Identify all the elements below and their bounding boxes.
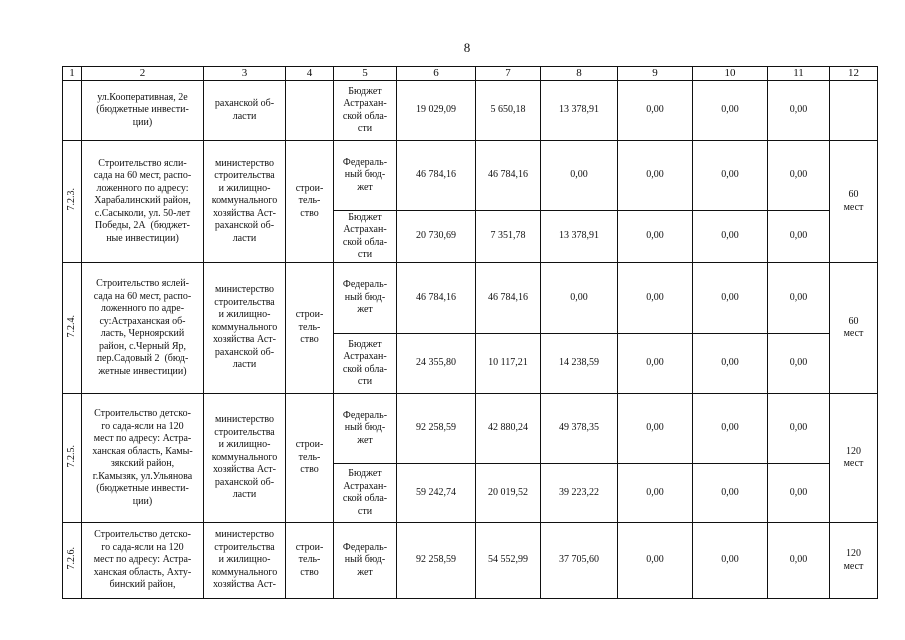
executor-cell <box>204 394 286 523</box>
amount-col-11: 0,00 <box>768 211 830 263</box>
amount-col-6: 92 258,59 <box>397 394 476 464</box>
funding-source: Федераль- ный бюд- жет <box>342 541 388 578</box>
amount-col-8: 14 238,59 <box>541 334 618 394</box>
capacity-cell <box>830 81 878 141</box>
project-code-cell <box>63 263 82 394</box>
header-row <box>63 67 878 81</box>
funding-source-cell <box>334 263 397 334</box>
amount-col-9: 0,00 <box>618 141 693 211</box>
project-code: 7.2.3. <box>66 188 77 211</box>
amount-col-7: 20 019,52 <box>476 464 541 523</box>
funding-source: Федераль- ный бюд- жет <box>342 409 388 446</box>
amount-col-9: 0,00 <box>618 394 693 464</box>
funding-source-cell <box>334 81 397 141</box>
column-header: 10 <box>693 67 768 81</box>
amount-col-6: 19 029,09 <box>397 81 476 141</box>
project-code: 7.2.4. <box>66 314 77 337</box>
object-description: Строительство яслей- сада на 60 мест, распо- ложенного по адре- су:Астраханская об- ласть, Черноярский район, с.Черный Яр, пер.Садовый 2 (бюд- жетные инвестиции) <box>93 278 192 377</box>
executor-name: министерство строительства и жилищно- коммунального хозяйства Аст- раханской об- ласти <box>211 284 278 371</box>
funding-source: Федераль- ный бюд- жет <box>342 156 388 193</box>
table-row <box>63 394 878 464</box>
project-code-cell <box>63 81 82 141</box>
amount-col-8: 49 378,35 <box>541 394 618 464</box>
amount-col-8: 13 378,91 <box>541 211 618 263</box>
stage-label: строи- тель- ство <box>295 309 324 346</box>
object-description: Строительство детско- го сада-ясли на 120 мест по адресу: Астра- ханская область, Камы- зякский район, г.Камызяк, ул.Ульянова (бюджетные инвести- ции) <box>92 408 193 507</box>
amount-col-11: 0,00 <box>768 464 830 523</box>
executor-cell <box>204 523 286 599</box>
column-header: 1 <box>63 67 82 81</box>
capacity-value: 60 мест <box>843 315 864 339</box>
executor-name: министерство строительства и жилищно- коммунального хозяйства Аст- <box>211 529 278 591</box>
amount-col-11: 0,00 <box>768 81 830 141</box>
amount-col-8: 37 705,60 <box>541 523 618 599</box>
capacity-cell <box>830 263 878 394</box>
executor-cell <box>204 263 286 394</box>
object-description: ул.Кооперативная, 2е (бюджетные инвести- ции) <box>96 91 189 128</box>
object-description: Строительство ясли- сада на 60 мест, распо- ложенного по адресу: Харабалинский район, с.Сасыколи, ул. 50-лет Победы, 2А (бюджет- ные инвестиции) <box>93 157 192 244</box>
amount-col-6: 20 730,69 <box>397 211 476 263</box>
stage-label: строи- тель- ство <box>295 182 324 219</box>
funding-source: Бюджет Астрахан- ской обла- сти <box>342 468 388 517</box>
amount-col-9: 0,00 <box>618 334 693 394</box>
stage-cell <box>286 394 334 523</box>
amount-col-8: 0,00 <box>541 141 618 211</box>
amount-col-11: 0,00 <box>768 141 830 211</box>
amount-col-8: 39 223,22 <box>541 464 618 523</box>
funding-source: Федераль- ный бюд- жет <box>342 279 388 316</box>
amount-col-7: 54 552,99 <box>476 523 541 599</box>
column-header: 3 <box>204 67 286 81</box>
amount-col-9: 0,00 <box>618 81 693 141</box>
amount-col-10: 0,00 <box>693 141 768 211</box>
capacity-value: 120 мест <box>843 548 864 572</box>
funding-source-cell <box>334 141 397 211</box>
project-code-cell <box>63 141 82 263</box>
amount-col-10: 0,00 <box>693 81 768 141</box>
table-row <box>63 141 878 211</box>
object-description-cell <box>82 523 204 599</box>
capacity-value: 60 мест <box>843 189 864 213</box>
capacity-cell <box>830 141 878 263</box>
column-header: 4 <box>286 67 334 81</box>
object-description-cell <box>82 394 204 523</box>
amount-col-11: 0,00 <box>768 334 830 394</box>
stage-label: строи- тель- ство <box>295 541 324 578</box>
funding-source-cell <box>334 394 397 464</box>
funding-source-cell <box>334 523 397 599</box>
amount-col-7: 7 351,78 <box>476 211 541 263</box>
amount-col-10: 0,00 <box>693 263 768 334</box>
column-header: 5 <box>334 67 397 81</box>
amount-col-8: 13 378,91 <box>541 81 618 141</box>
column-header: 9 <box>618 67 693 81</box>
executor-cell <box>204 141 286 263</box>
stage-label: строи- тель- ство <box>295 439 324 476</box>
amount-col-7: 5 650,18 <box>476 81 541 141</box>
executor-cell <box>204 81 286 141</box>
funding-source-cell <box>334 464 397 523</box>
capacity-value: 120 мест <box>843 445 864 469</box>
object-description: Строительство детско- го сада-ясли на 120 мест по адресу: Астра- ханская область, Ахту- бинский район, <box>93 529 192 591</box>
amount-col-8: 0,00 <box>541 263 618 334</box>
executor-name: министерство строительства и жилищно- коммунального хозяйства Аст- раханской об- ласти <box>211 414 278 501</box>
amount-col-9: 0,00 <box>618 464 693 523</box>
funding-source: Бюджет Астрахан- ской обла- сти <box>342 85 388 134</box>
amount-col-6: 46 784,16 <box>397 263 476 334</box>
column-header: 11 <box>768 67 830 81</box>
column-header: 8 <box>541 67 618 81</box>
funding-source: Бюджет Астрахан- ской обла- сти <box>342 338 388 387</box>
amount-col-10: 0,00 <box>693 394 768 464</box>
project-code: 7.2.6. <box>66 547 77 570</box>
column-header: 7 <box>476 67 541 81</box>
funding-source-cell <box>334 334 397 394</box>
column-header: 12 <box>830 67 878 81</box>
object-description-cell <box>82 81 204 141</box>
amount-col-11: 0,00 <box>768 263 830 334</box>
stage-cell <box>286 141 334 263</box>
amount-col-10: 0,00 <box>693 464 768 523</box>
column-header: 6 <box>397 67 476 81</box>
stage-cell <box>286 263 334 394</box>
amount-col-10: 0,00 <box>693 211 768 263</box>
amount-col-7: 46 784,16 <box>476 263 541 334</box>
amount-col-10: 0,00 <box>693 334 768 394</box>
amount-col-11: 0,00 <box>768 394 830 464</box>
amount-col-6: 46 784,16 <box>397 141 476 211</box>
object-description-cell <box>82 141 204 263</box>
amount-col-9: 0,00 <box>618 523 693 599</box>
capacity-cell <box>830 523 878 599</box>
stage-cell <box>286 81 334 141</box>
table-row <box>63 523 878 599</box>
amount-col-6: 92 258,59 <box>397 523 476 599</box>
amount-col-10: 0,00 <box>693 523 768 599</box>
executor-name: министерство строительства и жилищно- коммунального хозяйства Аст- раханской об- ласти <box>211 157 278 244</box>
table-row-continuation <box>63 81 878 141</box>
amount-col-9: 0,00 <box>618 263 693 334</box>
project-code-cell <box>63 394 82 523</box>
amount-col-6: 59 242,74 <box>397 464 476 523</box>
table-row <box>63 263 878 334</box>
project-code-cell <box>63 523 82 599</box>
stage-cell <box>286 523 334 599</box>
amount-col-11: 0,00 <box>768 523 830 599</box>
program-table <box>62 66 878 599</box>
object-description-cell <box>82 263 204 394</box>
amount-col-7: 46 784,16 <box>476 141 541 211</box>
amount-col-9: 0,00 <box>618 211 693 263</box>
column-header: 2 <box>82 67 204 81</box>
funding-source-cell <box>334 211 397 263</box>
project-code: 7.2.5. <box>66 444 77 467</box>
amount-col-7: 10 117,21 <box>476 334 541 394</box>
amount-col-7: 42 880,24 <box>476 394 541 464</box>
funding-source: Бюджет Астрахан- ской обла- сти <box>342 211 388 260</box>
capacity-cell <box>830 394 878 523</box>
executor-name: раханской об- ласти <box>214 98 275 122</box>
page-number: 8 <box>463 40 471 55</box>
amount-col-6: 24 355,80 <box>397 334 476 394</box>
